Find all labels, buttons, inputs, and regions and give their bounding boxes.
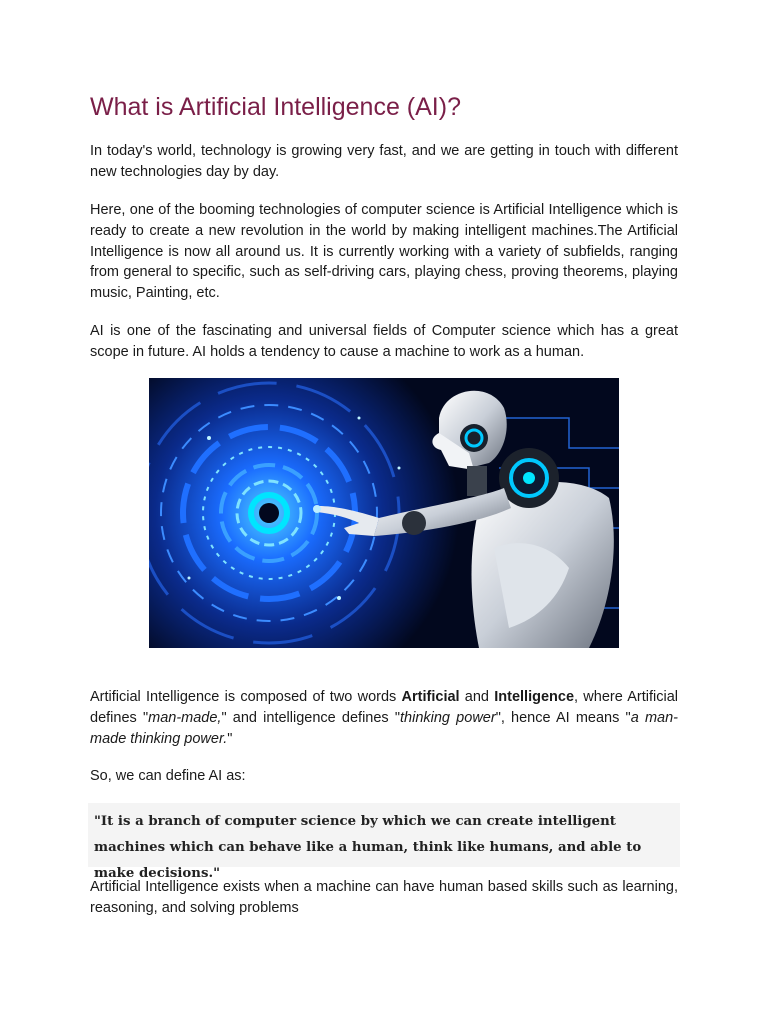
fascinating-fields-paragraph: AI is one of the fascinating and universal fields of Computer science which has a great scope in future. AI holds a tendency to cause a machine to work as a human.	[90, 323, 678, 360]
definition-text: Artificial Intelligence is composed of two words	[90, 689, 402, 705]
booming-tech-paragraph: Here, one of the booming technologies of computer science is Artificial Intelligence which is ready to create a new revolution in the world by making intelligent machines.The Artificial Intelligence is now all around us. It is currently working with a variety of subfields, ranging from general to specific, such as self-driving cars, playing chess, proving theorems, playing music, Painting, etc.	[90, 202, 678, 302]
intro-paragraph: In today's world, technology is growing very fast, and we are getting in touch with different new technologies day by day.	[90, 143, 678, 180]
definition-text: ", hence AI means "	[495, 709, 631, 726]
definition-text: , where Artificial defines "	[90, 689, 678, 726]
robot-touching-circuit-image	[149, 378, 619, 648]
word-artificial: Artificial	[401, 689, 460, 705]
word-intelligence: Intelligence	[494, 689, 575, 705]
phrase-thinking-power: thinking power	[400, 709, 496, 726]
definition-text: " and intelligence defines "	[221, 709, 401, 726]
ai-robot-illustration	[149, 378, 619, 648]
definition-paragraph	[90, 687, 678, 749]
phrase-man-made-thinking-power: a man-made thinking power.	[90, 709, 678, 747]
phrase-man-made: man-made,	[148, 709, 222, 726]
ai-skills-paragraph: Artificial Intelligence exists when a machine can have human based skills such as learning, reasoning, and solving problems	[90, 879, 678, 916]
define-ai-lead: So, we can define AI as:	[90, 768, 246, 784]
definition-quote-box	[88, 803, 680, 881]
definition-text: and	[459, 689, 495, 705]
definition-quote: "It is a branch of computer science by which we can create intelligent machines which can behave like a human, think like humans, and able to make decisions."	[94, 814, 642, 881]
page-title: What is Artificial Intelligence (AI)?	[90, 93, 461, 121]
definition-text: "	[227, 730, 233, 747]
